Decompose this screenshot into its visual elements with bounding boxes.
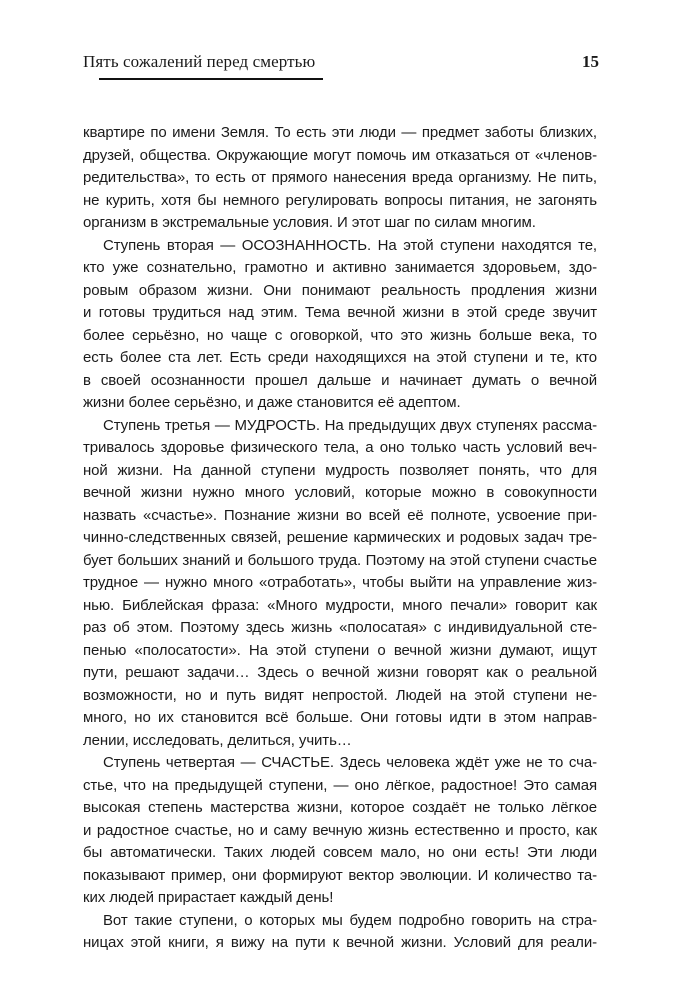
paragraph xyxy=(83,415,597,753)
text-line: трудное — нужно много «отработать», чтобы выйти на управление жиз- xyxy=(83,574,597,591)
text-line: лении, исследовать, делиться, учить… xyxy=(83,731,352,749)
text-line: нью. Библейская фраза: «Много мудрости, много печали» говорит как xyxy=(83,596,597,614)
text-line: Вот такие ступени, о которых мы будем подробно говорить на стра- xyxy=(103,911,597,929)
text-line: пенью «полосатости». На этой ступени о вечной жизни думают, ищут xyxy=(83,641,597,659)
text-line: бы автоматически. Таких людей совсем мало, но они есть! Эти люди xyxy=(83,844,597,861)
paragraph xyxy=(83,752,597,910)
text-line: назвать «счастье». Познание жизни во всей её полноте, усвоение при- xyxy=(83,506,597,524)
text-line: квартире по имени Земля. То есть эти люди — предмет заботы близких, xyxy=(83,124,597,141)
text-line: показывают пример, они формируют вектор эволюции. И количество та- xyxy=(83,866,597,884)
text-line: возможности, но и путь видят непростой. Людей на этой ступени не- xyxy=(83,686,597,704)
text-line: жизни более серьёзно, и даже становится её адептом. xyxy=(83,394,461,411)
header-rule xyxy=(99,78,323,80)
text-line: пути, решают задачи… Здесь о вечной жизни говорят как о реальной xyxy=(83,664,597,681)
text-line: организм в экстремальные условия. И этот шаг по силам многим. xyxy=(83,214,536,231)
text-line: тривалось здоровье физического тела, а оно только часть условий веч- xyxy=(83,439,597,456)
text-line: Ступень вторая — ОСОЗНАННОСТЬ. На этой ступени находятся те, xyxy=(103,236,597,254)
text-line: кто уже сознательно, грамотно и активно занимается здоровьем, здо- xyxy=(83,259,597,276)
page-number: 15 xyxy=(582,52,599,71)
text-line: раз об этом. Поэтому здесь жизнь «полосатая» с индивидуальной сте- xyxy=(83,619,597,636)
paragraph xyxy=(83,235,597,415)
text-line: ких людей прирастает каждый день! xyxy=(83,889,334,906)
text-line: высокая степень мастерства жизни, которое создаёт не только лёгкое xyxy=(83,799,597,816)
running-title: Пять сожалений перед смертью xyxy=(83,52,316,71)
text-line: друзей, общества. Окружающие могут помочь им отказаться от «членов- xyxy=(83,146,597,164)
paragraph xyxy=(83,122,597,235)
text-line: редительства», то есть от прямого нанесения вреда организму. Не пить, xyxy=(83,169,597,186)
text-line: стье, что на предыдущей ступени, — оно лёгкое, радостное! Это самая xyxy=(83,776,597,794)
text-line: Ступень третья — МУДРОСТЬ. На предыдущих двух ступенях рассма- xyxy=(103,416,597,434)
text-line: ницах этой книги, я вижу на пути к вечной жизни. Условий для реали- xyxy=(83,934,597,951)
text-line: есть более ста лет. Есть среди находящихся на этой ступени и те, кто xyxy=(83,349,597,366)
text-line: не курить, хотя бы немного регулировать вопросы питания, не загонять xyxy=(83,191,597,209)
text-line: Ступень четвертая — СЧАСТЬЕ. Здесь человека ждёт уже не то сча- xyxy=(103,754,597,771)
text-line: ной жизни. На данной ступени мудрость позволяет понять, что для xyxy=(83,461,597,479)
text-line: вечной жизни нужно много условий, которые можно в совокупности xyxy=(83,484,597,501)
text-line: и готовы трудиться над этим. Тема вечной жизни в этой среде звучит xyxy=(83,304,597,321)
text-line: и радостное счастье, но и саму вечную жизнь естественно и просто, как xyxy=(83,821,597,839)
text-line: в своей осознанности прошел дальше и начинает думать о вечной xyxy=(83,371,597,389)
text-line: более серьёзно, но чаще с оговоркой, что это жизнь больше века, то xyxy=(83,326,597,344)
text-line: много, но их становится всё больше. Они готовы идти в этом направ- xyxy=(83,709,597,726)
paragraph xyxy=(83,910,597,955)
text-line: чинно-следственных связей, решение кармических и родовых задач тре- xyxy=(83,529,597,546)
text-line: ровым образом жизни. Они понимают реальность продления жизни xyxy=(83,281,597,299)
text-line: бует больших знаний и большого труда. Поэтому на этой ступени счастье xyxy=(83,551,597,569)
body-text xyxy=(83,122,597,955)
